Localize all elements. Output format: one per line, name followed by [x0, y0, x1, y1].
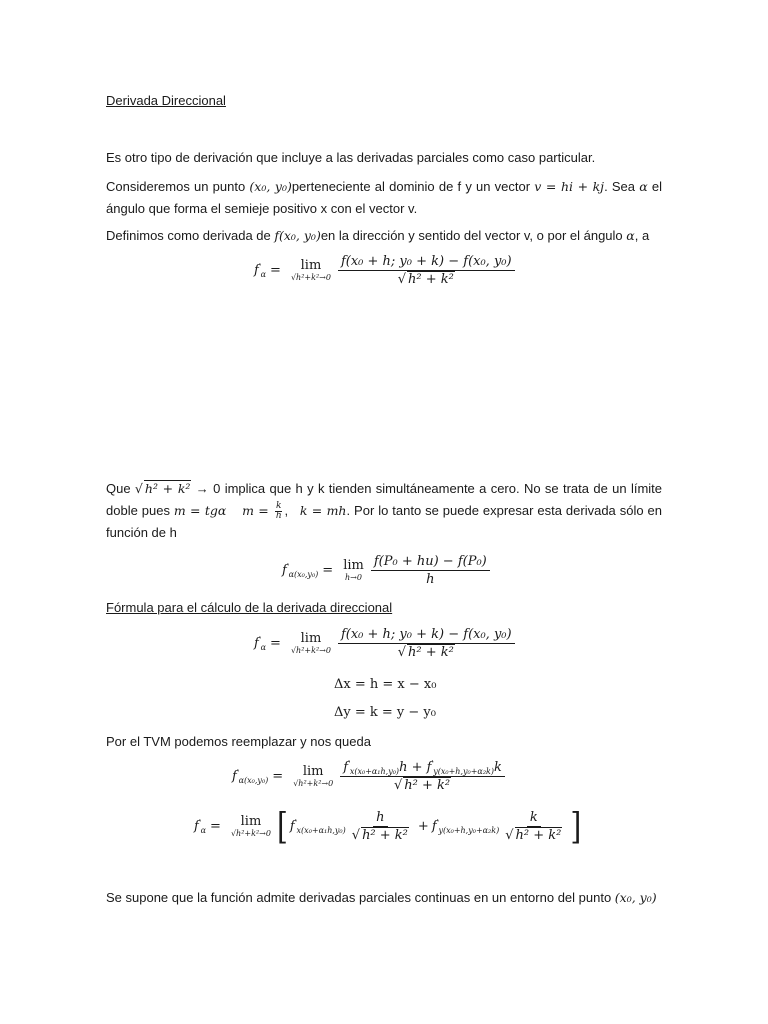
eq2-lhs-sub: α(x₀,y₀) — [288, 570, 319, 579]
p3-text-a: Definimos como derivada de — [106, 228, 275, 243]
p4-fraction: $\frac{k}{h}$ — [275, 501, 282, 522]
paragraph-limit-explanation: Que √ h² + k² → 0 implica que h y k tienden simultáneamente a cero. No se trata de un límite doble pues m = tgα m = $\frac{k}{h}$ , k = mh. Por lo tanto se puede expresar esta derivada sólo en función de h — [106, 481, 663, 540]
p6-text-a: Se supone que la función admite derivadas parciales continuas en un entorno del punto — [106, 890, 615, 905]
p4-text-c: . Por lo tanto se puede expresar esta derivada sólo en función de h — [106, 503, 662, 540]
p4-m3: k = mh — [299, 503, 347, 518]
p4-sqrt: h² + k² — [144, 481, 191, 496]
p2-text-b: perteneciente al dominio de f y un vector — [291, 179, 535, 194]
eq1-limit: lim √h²+k²→0 — [290, 258, 331, 282]
p2-text-d: el ángulo que forma el semieje positivo x con el vector v. — [106, 179, 662, 216]
eq7-fraction-k: $\frac{k}{\text{√ h² + k²}}$ — [505, 810, 562, 843]
eq6-limit: lim √h²+k²→0 — [293, 764, 334, 788]
eq1-lhs: $f'_\alpha$ — [254, 262, 267, 279]
paragraph-intro: Es otro tipo de derivación que incluye a las derivadas parciales como caso particular. — [106, 150, 596, 165]
page-title: Derivada Direccional — [106, 93, 226, 108]
paragraph-definition — [106, 225, 662, 247]
p3-alpha: α — [626, 228, 635, 243]
equation-delta-x: Δx = h = x − x₀ — [334, 677, 437, 692]
paragraph-point-vector — [106, 176, 662, 220]
equation-tvm-substitution: $f'_{\alpha(x_0,y_0)}$ = lim √h²+k²→0 $\frac{f'_{x(x_0+\alpha_1h,y_0)}h + f'_{y(x_0+h,y_0+\alpha_2k)}k}{\text{√ h² + k²}}$ — [232, 760, 508, 793]
p4-m2: m = — [242, 503, 274, 518]
p4-text-b: → 0 implica que h y k tienden simultáneamente a cero. No se trata de un límite doble pues — [106, 481, 663, 518]
eq2-limit: lim h→0 — [343, 558, 364, 582]
p2-vector: v = hi + kj — [534, 179, 605, 194]
p3-text-c: , a — [634, 228, 650, 243]
p2-alpha: α — [639, 179, 648, 194]
eq6-fraction: $\frac{f'_{x(x_0+\alpha_1h,y_0)}h + f'_{y(x_0+h,y_0+\alpha_2k)}k}{\text{√ h² + k²}}$ — [340, 760, 505, 793]
equation-derivative-in-h: $f'_{\alpha(x_0,y_0)}$ = lim h→0 $\frac{\text{f(P₀ + hu) − f(P₀)}}{h}$ — [282, 554, 493, 587]
p4-text-a: Que — [106, 481, 135, 496]
equation-tvm-expanded: $f'_\alpha$ = lim √h²+k²→0 [ $f'_{x(x_0+\alpha_1h,y_0)}$ $\frac{h}{\text{√ h² + k²}}$ + $f'_{y(x_0+h,y_0+\alpha_2k)}$ $\frac{k}{\text{√ h² + k²}}$ ] — [194, 804, 582, 848]
eq7-fraction-h: $\frac{h}{\text{√ h² + k²}}$ — [351, 810, 408, 843]
eq1-fraction: $\frac{\text{f(x₀ + h; y₀ + k) − f(x₀, y₀)}}{\text{√ h² + k²}}$ — [338, 254, 515, 287]
equation-directional-derivative-formula: $f'_\alpha$ = lim √h²+k²→0 $\frac{\text{f(x₀ + h; y₀ + k) − f(x₀, y₀)}}{\text{√ h² + k²}}$ — [254, 627, 518, 660]
p6-point: (x₀, y₀) — [614, 890, 657, 905]
p2-text-a: Consideremos un punto — [106, 179, 250, 194]
equation-directional-derivative-definition: $f'_\alpha$ = lim √h²+k²→0 $\frac{\text{f(x₀ + h; y₀ + k) − f(x₀, y₀)}}{\text{√ h² + k²}}$ — [254, 254, 518, 287]
section-heading-formula: Fórmula para el cálculo de la derivada direccional — [106, 600, 393, 615]
paragraph-tvm: Por el TVM podemos reemplazar y nos queda — [106, 734, 371, 749]
eq3-limit: lim √h²+k²→0 — [290, 631, 331, 655]
eq2-fraction: $\frac{\text{f(P₀ + hu) − f(P₀)}}{h}$ — [371, 554, 490, 587]
equation-delta-y: Δy = k = y − y₀ — [334, 705, 436, 720]
p3-func: f(x₀, y₀) — [274, 228, 321, 243]
p2-text-c: . Sea — [604, 179, 640, 194]
p3-text-b: en la dirección y sentido del vector v, o por el ángulo — [320, 228, 627, 243]
eq3-fraction: $\frac{\text{f(x₀ + h; y₀ + k) − f(x₀, y₀)}}{\text{√ h² + k²}}$ — [338, 627, 515, 660]
p4-m1: m = tgα — [173, 503, 227, 518]
p2-point: (x₀, y₀) — [249, 179, 292, 194]
eq7-limit: lim √h²+k²→0 — [230, 814, 271, 838]
paragraph-assumption — [106, 887, 676, 909]
